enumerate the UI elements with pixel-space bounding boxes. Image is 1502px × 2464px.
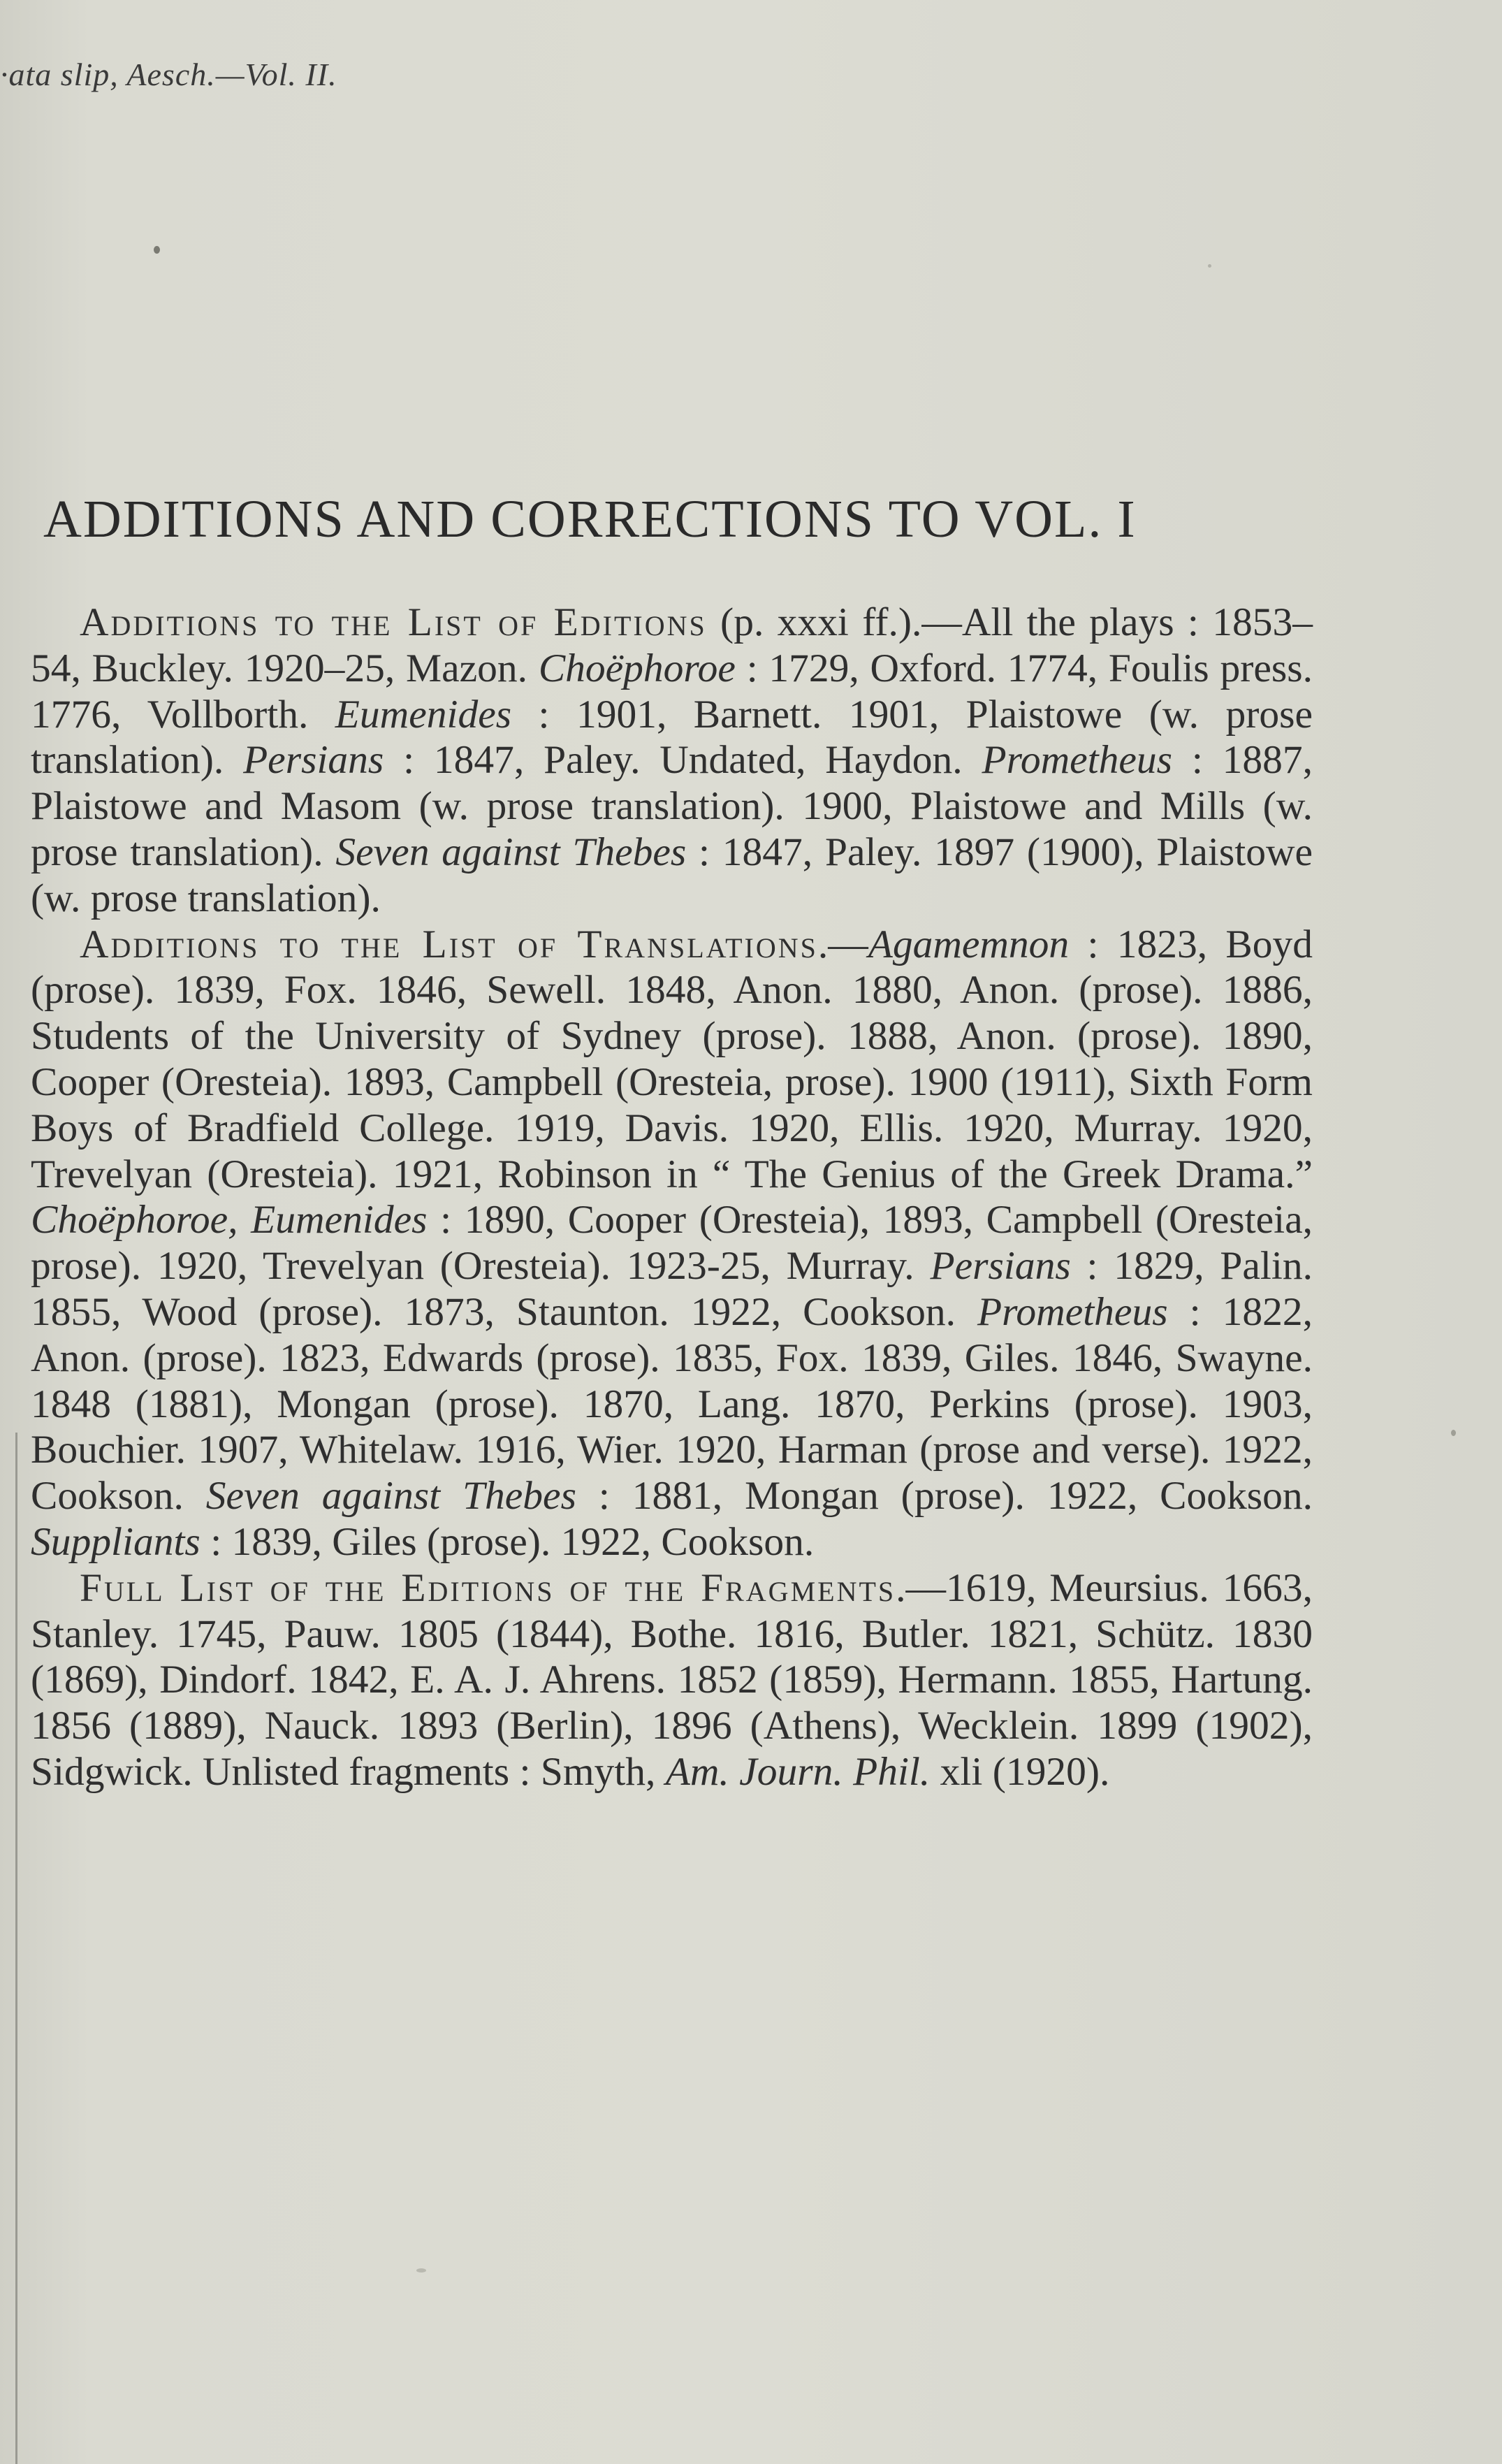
text-segment: Am. Journ. Phil. bbox=[665, 1749, 931, 1794]
text-segment: .—1619, Meursius. 1663, Stanley. 1745, Pauw. 1805 (1844), Bothe. 1816, Butler. 1821, Schütz. 1830 (1869), Dindorf. 1842, E. A. J. Ahrens. 1852 (1859), Hermann. 1855, Hartung. 1856 (1889), Nauck. 1893 (Berlin), 1896 (Athens), Wecklein. 1899 (1902), Sidgwick. Unlisted fragments : Smyth, bbox=[31, 1565, 1313, 1794]
text-segment: Agamemnon bbox=[868, 922, 1070, 966]
text-segment: Prometheus bbox=[977, 1289, 1168, 1334]
section-title: Full List of the Editions of the Fragments bbox=[80, 1565, 896, 1610]
text-segment: Choëphoroe, Eumenides bbox=[31, 1198, 428, 1242]
text-segment: xli (1920). bbox=[930, 1749, 1110, 1794]
text-segment: Persians bbox=[243, 738, 384, 783]
text-segment: : 1829, Palin. 1855, Wood (prose). 1873, Staunton. 1922, Cookson. bbox=[31, 1244, 1313, 1334]
text-segment: : 1847, Paley. 1897 (1900), Plaistowe (w. prose translation). bbox=[31, 829, 1313, 920]
text-segment: : 1887, Plaistowe and Masom (w. prose translation). 1900, Plaistowe and Mills (w. prose translation). bbox=[31, 738, 1313, 874]
page-title: ADDITIONS AND CORRECTIONS TO VOL. I bbox=[43, 490, 1137, 549]
ink-speck bbox=[154, 246, 160, 254]
text-segment: : 1881, Mongan (prose). 1922, Cookson. bbox=[576, 1474, 1313, 1519]
paragraph-fragments bbox=[31, 1565, 1313, 1795]
text-segment: Prometheus bbox=[982, 738, 1173, 783]
text-segment: Eumenides bbox=[335, 692, 512, 737]
text-segment: (p. xxxi ff.).—All the plays : 1853–54, Buckley. 1920–25, Mazon. bbox=[31, 600, 1313, 690]
text-segment: : 1823, Boyd (prose). 1839, Fox. 1846, Sewell. 1848, Anon. 1880, Anon. (prose). 1886, Students of the University of Sydney (prose). 1888, Anon. (prose). 1890, Cooper (Oresteia). 1893, Campbell (Oresteia, prose). 1900 (1911), Sixth Form Boys of Bradfield College. 1919, Davis. 1920, Ellis. 1920, Murray. 1920, Trevelyan (Oresteia). 1921, Robinson in “ The Genius of the Greek Drama.” bbox=[31, 922, 1313, 1196]
section-title: Additions to the List of Editions bbox=[80, 600, 707, 644]
paragraph-translations bbox=[31, 922, 1313, 1565]
ink-speck bbox=[416, 2268, 426, 2273]
text-segment: : 1839, Giles (prose). 1922, Cookson. bbox=[200, 1519, 815, 1564]
text-segment: Choëphoroe bbox=[538, 646, 736, 690]
paragraph-editions bbox=[31, 600, 1313, 922]
ink-speck bbox=[1208, 264, 1211, 268]
text-segment: Seven against Thebes bbox=[205, 1474, 576, 1519]
text-segment: Persians bbox=[930, 1244, 1071, 1289]
text-segment: : 1729, Oxford. 1774, Foulis press. 1776, Vollborth. bbox=[31, 646, 1313, 737]
text-segment: : 1901, Barnett. 1901, Plaistowe (w. prose translation). bbox=[31, 692, 1313, 783]
text-segment: : 1847, Paley. Undated, Haydon. bbox=[384, 738, 982, 783]
section-title: Additions to the List of Translations bbox=[80, 922, 818, 966]
binding-edge bbox=[15, 1433, 17, 2464]
errata-slip-label: ·ata slip, Aesch.—Vol. II. bbox=[0, 57, 337, 92]
body-text bbox=[31, 600, 1313, 1795]
text-segment: Suppliants bbox=[31, 1519, 200, 1564]
text-segment: : 1890, Cooper (Oresteia), 1893, Campbell (Oresteia, prose). 1920, Trevelyan (Oresteia). 1923-25, Murray. bbox=[31, 1198, 1313, 1289]
text-segment: : 1822, Anon. (prose). 1823, Edwards (prose). 1835, Fox. 1839, Giles. 1846, Swayne. 1848 (1881), Mongan (prose). 1870, Lang. 1870, Perkins (prose). 1903, Bouchier. 1907, Whitelaw. 1916, Wier. 1920, Harman (prose and verse). 1922, Cookson. bbox=[31, 1289, 1313, 1519]
ink-speck bbox=[1451, 1430, 1456, 1436]
text-segment: .— bbox=[817, 922, 868, 966]
text-segment: Seven against Thebes bbox=[335, 829, 687, 874]
